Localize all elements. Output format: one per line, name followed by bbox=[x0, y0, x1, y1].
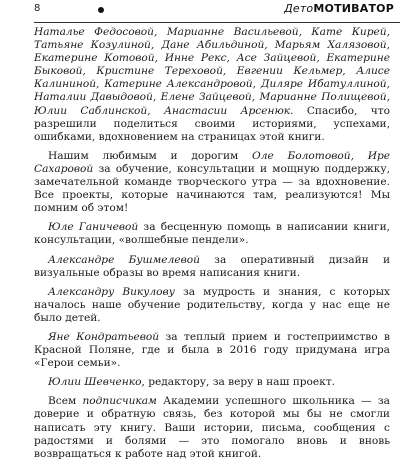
text-run: , редактору, за веру в наш проект. bbox=[141, 376, 336, 389]
paragraph bbox=[34, 254, 390, 280]
text-run: за обучение, консультации и мощную поддержку, замечательной команде творческого утра — за вдохновение. Все проекты, которые начинаются там, реализуются! Мы помним об этом! bbox=[34, 162, 390, 215]
page-number: 8 bbox=[34, 3, 41, 14]
running-title bbox=[284, 2, 394, 15]
text-run: Академии успешного школьника — за доверие и обратную связь, без которой мы бы не смогли написать эту книгу. Ваши истории, письма, сообщения с радостями и болями — это помогало вновь и вновь возвращаться к работе над этой книгой. bbox=[34, 395, 390, 460]
italic-name-run: Александре Бушмелевой bbox=[48, 253, 200, 266]
text-run: за мудрость и знания, с которых началось наше обучение родительству, когда у нас еще не было детей. bbox=[34, 285, 390, 324]
italic-name-run: Юлии Шевченко bbox=[48, 376, 142, 389]
italic-name-run: подписчикам bbox=[82, 395, 157, 408]
italic-name-run: Наталье Федосовой, Марианне Васильевой, Кате Кирей, Татьяне Козулиной, Дане Абильдиной, Марьям Халязовой, Екатерине Котовой, Инне Рекс, Асе Зайцевой, Екатерине Быковой, Кристине Тереховой, Евгении Кельмер, Алисе Калининой, Катерине Александровой, Диляре Ибатуллиной, Наталии Давыдовой, Елене Зайцевой, Марианне Полищевой, Юлии Саблинской, Анастасии Арсенюк bbox=[34, 26, 390, 117]
text-run: Всем bbox=[48, 395, 83, 408]
paragraph bbox=[34, 26, 390, 144]
text-run: за бесценную помощь в написании книги, консультации, «волшебные пендели». bbox=[34, 221, 391, 247]
text-run: . Спасибо, что разрешили поделиться своими историями, успехами, ошибками, вдохновением на страницах этой книги. bbox=[34, 104, 390, 143]
paragraph bbox=[34, 376, 390, 389]
paragraph bbox=[34, 395, 390, 460]
header-bullet-icon bbox=[98, 7, 104, 13]
italic-name-run: Оле Болотовой, Ире Сахаровой bbox=[34, 149, 391, 175]
running-title-lead: Дето bbox=[284, 2, 314, 15]
body-text bbox=[34, 26, 390, 467]
page-header bbox=[34, 0, 400, 23]
text-run: Нашим любимым и дорогим bbox=[48, 149, 253, 162]
paragraph bbox=[34, 286, 390, 325]
paragraph bbox=[34, 150, 390, 215]
italic-name-run: Юле Ганичевой bbox=[48, 221, 139, 234]
text-run: за оперативный дизайн и визуальные образы во время написания книги. bbox=[34, 253, 390, 279]
text-run: за теплый прием и гостеприимство в Красной Поляне, где и была в 2016 году придумана игра «Герои семьи». bbox=[34, 330, 390, 370]
italic-name-run: Александру Викулову bbox=[48, 285, 175, 298]
paragraph bbox=[34, 221, 390, 247]
running-title-rest: МОТИВАТОР bbox=[313, 2, 394, 15]
paragraph bbox=[34, 331, 390, 370]
italic-name-run: Яне Кондратьевой bbox=[48, 330, 160, 343]
